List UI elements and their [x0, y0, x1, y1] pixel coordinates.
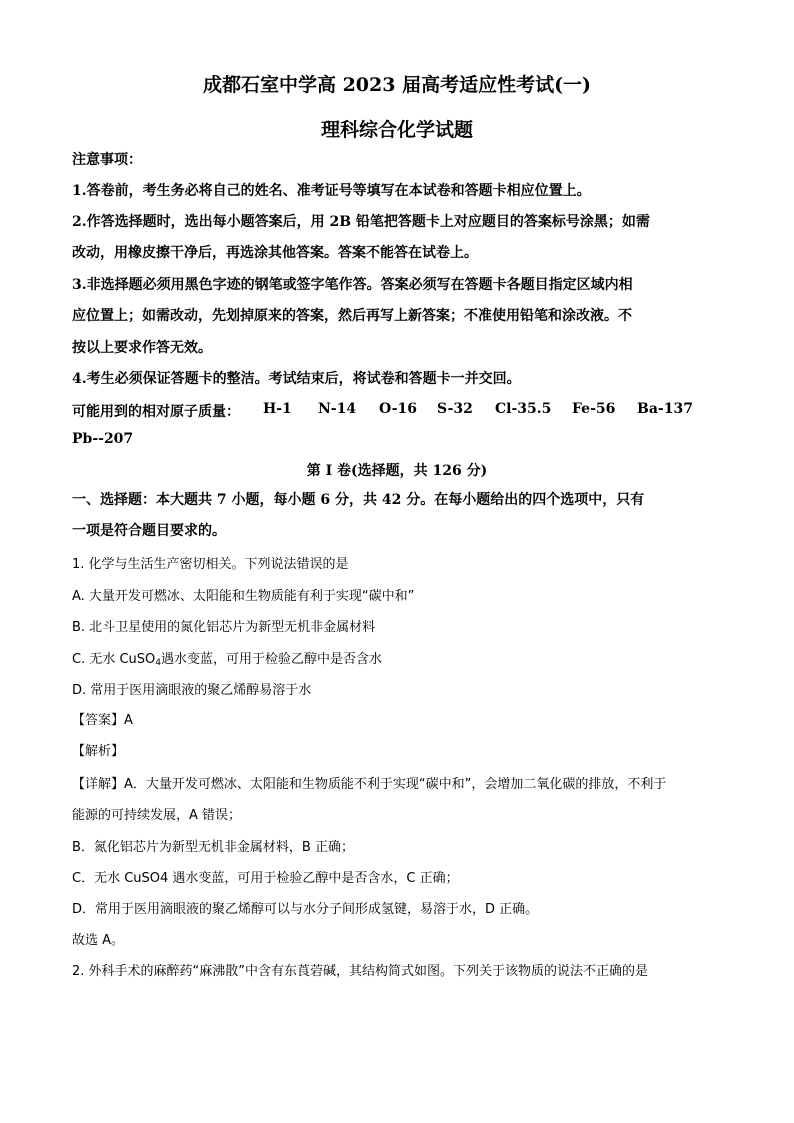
question-1-stem: 1. 化学与生活生产密切相关。下列说法错误的是 — [72, 557, 349, 572]
question-1-option-b: B. 北斗卫星使用的氮化铝芯片为新型无机非金属材料 — [72, 620, 376, 635]
atomic-mass-h: H-1 — [263, 401, 292, 417]
notice-item-4: 4.考生必须保证答题卡的整洁。考试结束后，将试卷和答题卡一并交回。 — [72, 371, 521, 387]
atomic-mass-n: N-14 — [318, 401, 357, 417]
question-1-option-a: A. 大量开发可燃冰、太阳能和生物质能有利于实现“碳中和” — [72, 589, 415, 604]
notice-item-2-line-1: 2.作答选择题时，选出每小题答案后，用 2B 铅笔把答题卡上对应题目的答案标号涂黑；如需 — [72, 214, 650, 230]
notice-item-3-line-2: 应位置上；如需改动，先划掉原来的答案，然后再写上新答案；不准使用铅笔和涂改液。不 — [72, 308, 632, 324]
atomic-mass-o: O-16 — [379, 401, 418, 417]
notice-heading: 注意事项： — [72, 152, 142, 168]
notice-item-1: 1.答卷前，考生务必将自己的姓名、准考证号等填写在本试卷和答题卡相应位置上。 — [72, 183, 591, 199]
notice-item-3-line-1: 3.非选择题必须用黑色字迹的钢笔或签字笔作答。答案必须写在答题卡各题目指定区域内相 — [72, 277, 633, 293]
atomic-mass-fe: Fe-56 — [572, 401, 616, 417]
atomic-mass-s: S-32 — [437, 401, 473, 417]
exam-title: 成都石室中学高 2023 届高考适应性考试(一) — [202, 74, 592, 96]
atomic-mass-label: 可能用到的相对原子质量： — [72, 404, 240, 420]
exam-subtitle: 理科综合化学试题 — [320, 119, 473, 141]
atomic-mass-pb: Pb--207 — [72, 431, 134, 447]
question-1-detail-line-2: 能源的可持续发展，A 错误； — [72, 808, 242, 823]
question-1-conclusion: 故选 A。 — [72, 933, 125, 948]
question-1-answer: 【答案】A — [72, 713, 133, 728]
question-1-option-c — [72, 650, 382, 673]
part1-instructions-line-1: 一、选择题：本大题共 7 小题，每小题 6 分，共 42 分。在每小题给出的四个选项中，只有 — [72, 492, 645, 508]
atomic-mass-ba: Ba-137 — [637, 401, 693, 417]
question-1-detail-c: C．无水 CuSO4 遇水变蓝，可用于检验乙醇中是否含水，C 正确； — [72, 871, 459, 886]
question-1-analysis: 【解析】 — [72, 744, 125, 759]
question-1-detail-line-1: 【详解】A．大量开发可燃冰、太阳能和生物质能不利于实现“碳中和”，会增加二氧化碳的排放，不利于 — [72, 777, 667, 792]
option-c-text-pre: C. 无水 CuSO — [72, 652, 156, 667]
question-1-detail-b: B．氮化铝芯片为新型无机非金属材料，B 正确； — [72, 840, 354, 855]
notice-item-2-line-2: 改动，用橡皮擦干净后，再选涂其他答案。答案不能答在试卷上。 — [72, 245, 478, 261]
part1-instructions-line-2: 一项是符合题目要求的。 — [72, 523, 226, 539]
question-1-detail-d: D．常用于医用滴眼液的聚乙烯醇可以与水分子间形成氢键，易溶于水，D 正确。 — [72, 902, 539, 917]
notice-item-3-line-3: 按以上要求作答无效。 — [72, 340, 212, 356]
question-1-option-d: D. 常用于医用滴眼液的聚乙烯醇易溶于水 — [72, 683, 312, 698]
question-2-stem: 2. 外科手术的麻醉药“麻沸散”中含有东莨菪碱，其结构简式如图。下列关于该物质的说法不正确的是 — [72, 964, 649, 979]
option-c-subscript: 4 — [155, 658, 162, 668]
atomic-mass-cl: Cl-35.5 — [495, 401, 552, 417]
section-title: 第 I 卷(选择题，共 126 分) — [306, 463, 488, 479]
option-c-text-post: 遇水变蓝，可用于检验乙醇中是否含水 — [161, 652, 383, 667]
